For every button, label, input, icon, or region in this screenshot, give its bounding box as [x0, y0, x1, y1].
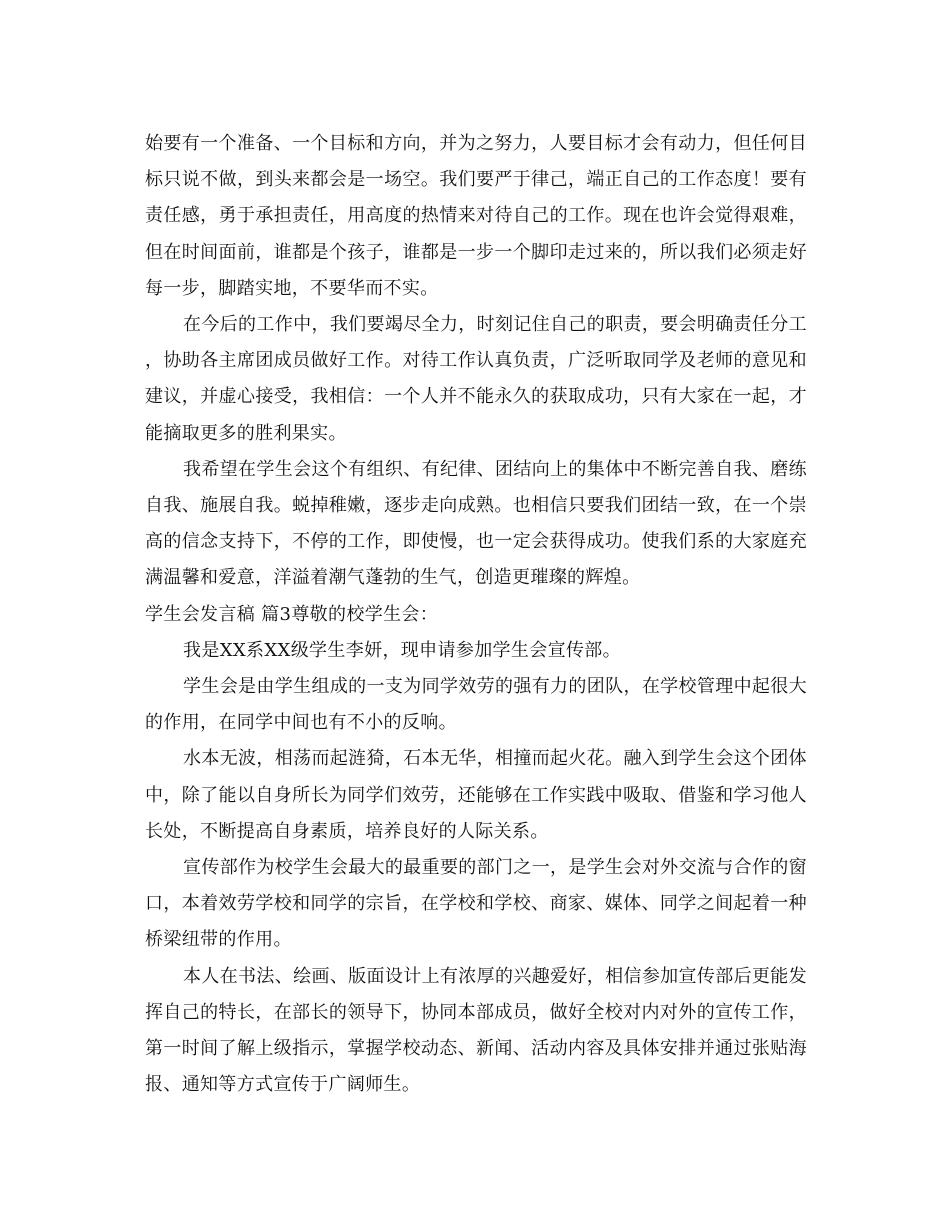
document-body	[145, 126, 807, 1103]
section-heading: 学生会发言稿 篇3尊敬的校学生会：	[145, 603, 439, 625]
paragraph-publicity-dept: 宣传部作为校学生会最大的最重要的部门之一，是学生会对外交流与合作的窗口，本着效劳学校和同学的宗旨，在学校和学校、商家、媒体、同学之间起着一种桥梁纽带的作用。	[145, 857, 807, 951]
paragraph-metaphor: 水本无波，相荡而起涟猗，石本无华，相撞而起火花。融入到学生会这个团体中，除了能以自身所长为同学们效劳，还能够在工作实践中吸取、借鉴和学习他人长处，不断提高自身素质，培养良好的人际关系。	[145, 748, 807, 842]
paragraph-skills: 本人在书法、绘画、版面设计上有浓厚的兴趣爱好，相信参加宣传部后更能发挥自己的特长，在部长的领导下，协同本部成员，做好全校对内对外的宣传工作，第一时间了解上级指示，掌握学校动态、新闻、活动内容及具体安排并通过张贴海报、通知等方式宣传于广阔师生。	[145, 965, 807, 1096]
paragraph-student-union: 学生会是由学生组成的一支为同学效劳的强有力的团队，在学校管理中起很大的作用，在同学中间也有不小的反响。	[145, 676, 807, 734]
paragraph-duties: 在今后的工作中，我们要竭尽全力，时刻记住自己的职责，要会明确责任分工，协助各主席团成员做好工作。对待工作认真负责，广泛听取同学及老师的意见和建议，并虚心接受，我相信：一个人并不能永久的获取成功，只有大家在一起，才能摘取更多的胜利果实。	[145, 314, 807, 444]
paragraph-continuation: 始要有一个准备、一个目标和方向，并为之努力，人要目标才会有动力，但任何目标只说不做，到头来都会是一场空。我们要严于律己，端正自己的工作态度！要有责任感，勇于承担责任，用高度的热情来对待自己的工作。现在也许会觉得艰难，但在时间面前，谁都是个孩子，谁都是一步一个脚印走过来的，所以我们必须走好每一步，脚踏实地，不要华而不实。	[145, 133, 807, 299]
paragraph-hope: 我希望在学生会这个有组织、有纪律、团结向上的集体中不断完善自我、磨练自我、施展自我。蜕掉稚嫩，逐步走向成熟。也相信只要我们团结一致，在一个崇高的信念支持下，不停的工作，即使慢，也一定会获得成功。使我们系的大家庭充满温馨和爱意，洋溢着潮气蓬勃的生气，创造更璀璨的辉煌。	[145, 458, 807, 589]
paragraph-introduction: 我是XX系XX级学生李妍，现申请参加学生会宣传部。	[183, 639, 622, 661]
